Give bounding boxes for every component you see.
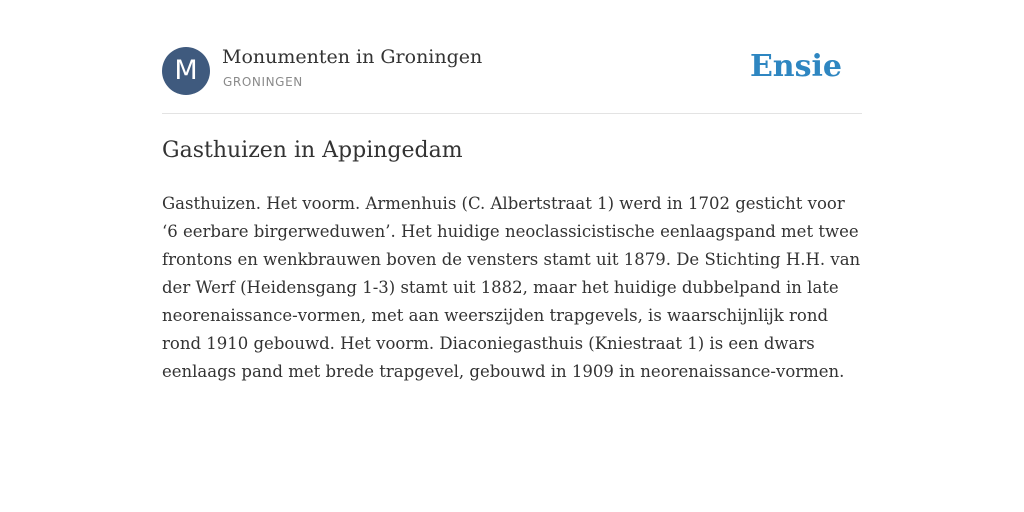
page-title: Gasthuizen in Appingedam xyxy=(162,138,463,163)
source-name[interactable]: Monumenten in Groningen xyxy=(222,46,483,68)
article-body: Gasthuizen. Het voorm. Armenhuis (C. Albertstraat 1) werd in 1702 gesticht voor ‘6 eerbare birgerweduwen’. Het huidige neoclassicistische eenlaagspand met twee frontons en wenkbrauwen boven de vensters stamt uit 1879. De Stichting H.H. van der Werf (Heidensgang 1-3) stamt uit 1882, maar het huidige dubbelpand in late neorenaissance-vormen, met aan weerszijden trapgevels, is waarschijnlijk rond rond 1910 gebouwd. Het voorm. Diaconiegasthuis (Kniestraat 1) is een dwars eenlaags pand met brede trapgevel, gebouwd in 1909 in neorenaissance-vormen. xyxy=(162,194,861,381)
header-divider xyxy=(162,113,862,114)
ensie-logo[interactable]: Ensie xyxy=(749,49,842,84)
source-header xyxy=(162,46,862,96)
source-subtitle: GRONINGEN xyxy=(223,75,303,89)
avatar[interactable]: M xyxy=(162,47,210,95)
